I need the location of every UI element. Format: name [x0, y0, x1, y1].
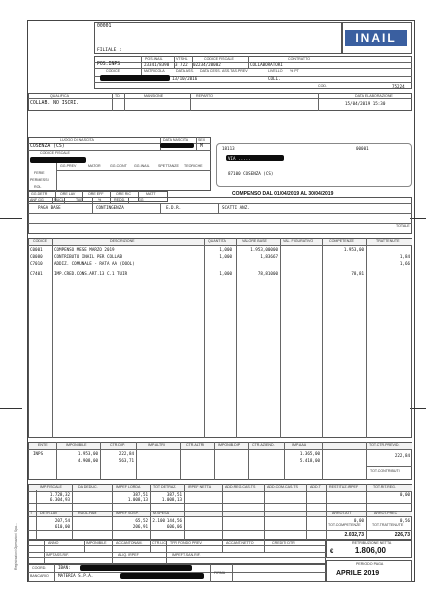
pos-inail-value: 23341/8390 — [144, 62, 170, 67]
col-gg-prev: GG.PREV — [60, 164, 77, 168]
voce-qty: 1,000 — [219, 254, 232, 259]
col-ente: ENTE — [38, 443, 48, 447]
voce-code: C7401 — [30, 271, 43, 276]
tot-contributi-label: TOT.CONTRIBUTI — [370, 469, 400, 473]
row-rol: ROL — [34, 185, 42, 189]
netto-value: 1.806,00 — [354, 546, 386, 555]
cod-value: 75224 — [392, 84, 405, 89]
col-data-cess: DATA CESS. — [200, 69, 221, 73]
sex-label: SEX — [198, 138, 206, 142]
redacted-datanasc — [160, 143, 194, 148]
arrot-att: 0,00 — [353, 518, 364, 523]
irpef-sosp-2: 206,91 — [132, 524, 148, 529]
col-add-t: ADD.T — [310, 485, 321, 489]
voce-code: C7010 — [30, 261, 43, 266]
filiale-value: POS.INPS — [97, 62, 121, 67]
col-add-com: ADD.COM.CAS.TS — [267, 485, 298, 489]
col-imponibile-tfr: IMPONIBILE — [86, 540, 107, 545]
voce-code: C0080 — [30, 254, 43, 259]
addr-code2: 00001 — [356, 146, 369, 151]
col-imponibile: IMPONIBILE — [66, 443, 87, 447]
voce-base: 1.953,00000 — [250, 247, 278, 252]
cod-label: COD. — [318, 84, 327, 88]
col-nucl: NUCL. — [54, 198, 65, 202]
col-trattenute: TRATTENUTE — [376, 239, 400, 243]
scatti-label: SCATTI ANZ. — [222, 205, 250, 210]
header-code-box — [94, 22, 342, 54]
redacted-banca — [120, 573, 204, 579]
contrib-imp: 4.908,00 — [77, 458, 98, 463]
col-arrot-prec: ARROT.PREC — [374, 511, 398, 515]
dataelab-label: DATA ELABORAZIONE — [355, 93, 393, 98]
col-irpef-netta: IRPEF NETTA — [188, 485, 212, 489]
imp-fiscale-2: 6.304,93 — [49, 497, 70, 502]
netto-label: RETRIBUZIONE NETTA — [352, 540, 392, 545]
col-teoriche: TEORICHE — [184, 164, 203, 168]
col-ctr-altri: CTR.ALTRI — [186, 443, 205, 447]
cf-company-value: 02234/20002 — [193, 62, 221, 67]
livello-value: COLL. — [268, 76, 281, 81]
tot-detraz-1: 387,51 — [166, 492, 182, 497]
voce-comp: 1.953,00 — [343, 247, 364, 252]
irpef-lorda-2: 1.008,13 — [127, 497, 148, 502]
arrot-prec: 0,56 — [399, 518, 410, 523]
col-aliq-irpef: ALIQ. IRPEF — [118, 552, 139, 557]
col-ore-ric: ORE RIC — [116, 192, 131, 196]
voce-desc: COMPENSO MESE MARZO 2019 — [54, 247, 115, 252]
col-crediti-dtr: CREDITI DTR — [272, 540, 295, 545]
col-tab: TAB — [76, 198, 83, 202]
voce-desc: CONTRIBUTO INAIL PER COLLAB — [54, 254, 123, 259]
voce-desc: IMP.CRED.CONS.ART.13 C.1 TUIR — [54, 271, 128, 276]
data-ass-value: 13/10/2016 — [172, 76, 198, 81]
col-detr-lav: DETR.LAV — [40, 511, 58, 515]
coord-label: COORD. — [32, 566, 47, 570]
col-imp-aaa: IMP.AAA — [292, 443, 307, 447]
col-irpef-lorda: IMPEF LORDA — [116, 485, 141, 489]
col-m-spesa: M.SPESA — [153, 511, 169, 515]
col-gg-detr: GG.DETR — [31, 192, 48, 196]
inail-logo: INAIL — [345, 30, 407, 46]
voce-tratt: 1,84 — [399, 254, 410, 259]
col-ore-lav: ORE LAV — [60, 192, 76, 196]
tot-comp-label: TOT.COMPETENZE — [328, 523, 361, 527]
col-codice-fiscale: CODICE FISCALE — [204, 57, 234, 61]
tot-detraz-2: 1.008,13 — [161, 497, 182, 502]
contrib-ente: INPS — [33, 451, 44, 456]
col-codice-voce: CODICE — [33, 239, 47, 243]
col-tot-rit-reg: TOT.RIT.REG. — [373, 485, 396, 489]
contrib-ctraz: 1.365,00 — [299, 451, 320, 456]
redacted-iban — [80, 565, 192, 571]
firma-label: FIRMA — [214, 571, 226, 575]
col-data-ass: DATA ASS. — [176, 69, 194, 73]
filiale-label: FILIALE : — [97, 48, 122, 53]
margin-mark — [410, 218, 426, 219]
col-t: T — [30, 511, 33, 515]
col-restituz: RESTITUZ.IRPEF — [329, 485, 359, 489]
col-ore-eff: ORE EFF — [88, 192, 104, 196]
coord-value: IBAN: — [58, 565, 71, 570]
col-ass-tas: ASS.TAS.PREV — [222, 69, 248, 73]
contingenza-label: CONTINGENZA — [96, 205, 124, 210]
col-spettanze: SPETTANZE — [158, 164, 179, 168]
col-tfr-fondo: TFR FONDO PREV. — [170, 540, 203, 545]
voce-desc: ADDIZ. COMUNALE - RATA AA (DOOL) — [54, 261, 135, 266]
col-matricola: MATRICOLA — [144, 69, 165, 73]
col-vtshl: VTSHL — [176, 57, 188, 61]
tot-rit-reg-1: 0,00 — [399, 492, 410, 497]
irpef-sosp-1: 65,52 — [135, 518, 148, 523]
contrib-imp: 1.953,00 — [77, 451, 98, 456]
margin-mark — [410, 408, 426, 409]
cf-label: CODICE FISCALE — [40, 151, 70, 155]
voce-code: C0001 — [30, 247, 43, 252]
detr-lav-1: 207,54 — [54, 518, 70, 523]
m-spesa-2: 144,56 — [166, 518, 182, 523]
netto-currency: € — [330, 549, 334, 555]
col-irpef-sosp: IMPEF SOSP. — [116, 511, 139, 515]
contrib-ctraz: 5.418,00 — [299, 458, 320, 463]
col-redd: REDD. — [114, 198, 126, 202]
detr-lav-2: 610,00 — [54, 524, 70, 529]
col-codice: CODICE — [106, 69, 120, 73]
col-mansione: MANSIONE — [144, 93, 164, 98]
col-imp-fiscale: IMP.FISCALE — [40, 485, 62, 489]
col-anf-gg: ANF GG — [30, 198, 44, 202]
voce-tratt: 1,66 — [399, 261, 410, 266]
col-imponib-dip: IMPONIB.DIP — [218, 443, 241, 447]
voce-qty: 1,000 — [219, 247, 232, 252]
dataelab-value: 15/04/2019 15:30 — [345, 101, 386, 106]
datanasc-label: DATA NASCITA — [163, 138, 189, 142]
col-accantonam: ACCANTONAM. — [116, 540, 143, 545]
col-anno: ANNO — [48, 540, 59, 545]
col-impeft-san: IMPEFT.SAN.RIF. — [172, 552, 201, 557]
voci-table — [28, 238, 412, 438]
header-code: 00001 — [97, 24, 112, 29]
tot-prev-value: 222,84 — [394, 453, 410, 458]
col-arrot-att: ARROT.ATT — [332, 511, 352, 515]
col-pos-inail: POS.INAIL — [145, 57, 163, 61]
col-pt: % PT — [290, 69, 299, 73]
imp-fiscale-1: 1.728,32 — [49, 492, 70, 497]
col-gg-cont: GG.CONT — [110, 164, 127, 168]
col-ctr-aziend: CTR.AZIEND. — [252, 443, 275, 447]
sex-value: M — [200, 144, 203, 149]
contratto-value: COLLABORATORI — [250, 62, 283, 67]
luogo-label: LUOGO DI NASCITA — [60, 138, 94, 142]
banca-label: BANCARIO — [30, 574, 49, 578]
voce-comp: 78,81 — [351, 271, 364, 276]
banca-value: MATERIA S.P.A. — [58, 573, 94, 578]
col-descrizione: DESCRIZIONE — [110, 239, 135, 243]
side-vertical-text: Registrazioni Operazioni Spa... — [14, 523, 18, 570]
col-quantita: QUANTITA — [208, 239, 226, 243]
voce-qty: 1,000 — [219, 271, 232, 276]
col-da-deduc: DA DEDUC. — [78, 485, 98, 489]
redacted-codice — [100, 75, 170, 81]
margin-mark — [0, 218, 22, 219]
addr-code: 18113 — [222, 146, 235, 151]
m-spesa-3: 606,06 — [166, 524, 182, 529]
edr-label: E.D.R. — [166, 205, 182, 210]
col-contratto: CONTRATTO — [288, 57, 311, 61]
col-gg-inail: GG.INAIL — [134, 164, 150, 168]
tot-tratt-label: TOT.TRATTENUTE — [372, 523, 404, 527]
col-tot-detraz: TOT DETRAZ. — [153, 485, 177, 489]
row-permessi: PERMESSI — [30, 178, 49, 182]
periodo-value: APRILE 2019 — [336, 570, 380, 577]
luogo-value: COSENZA (CS) — [30, 144, 65, 149]
addr-street: VIA ..... — [228, 156, 251, 161]
qualifica-value: COLLAB. NO ISCRI. — [30, 101, 80, 106]
tot-prev-label: TOT.CTR.PREVID. — [369, 443, 400, 447]
col-accant-netto: ACCANT.NETTO — [226, 540, 254, 545]
col-gg: GG — [138, 198, 144, 202]
period-label: COMPENSO DAL 01/04/2019 AL 30/04/2019 — [232, 191, 334, 197]
redacted-cf — [30, 157, 86, 163]
addr-city: 87100 COSENZA (CS) — [228, 171, 274, 176]
address-block — [216, 143, 412, 187]
col-ctr-dip: CTR.DIP. — [110, 443, 125, 447]
totale-label: TOTALE — [396, 224, 410, 228]
contrib-ctr: 222,84 — [118, 451, 134, 456]
col-imptass: IMPTASS.RIF. — [46, 552, 69, 557]
col-matt: MATT — [146, 192, 156, 196]
col-qualifica: QUALIFICA — [50, 93, 69, 98]
col-livello: LIVELLO — [268, 69, 283, 73]
tot-tratt-value: 226,73 — [394, 532, 410, 538]
col-imp-altri: IMP.ALTRI — [148, 443, 165, 447]
tot-comp-value: 2.032,73 — [344, 532, 364, 538]
m-spesa-1: 2.100 — [152, 518, 165, 523]
col-td: TD — [115, 93, 120, 98]
col-ruol-fam: RUOL.FAM — [78, 511, 97, 515]
col-pct: % — [98, 198, 102, 202]
paga-base-label: PAGA BASE — [38, 205, 61, 210]
vtshl-value: 3 722 — [175, 62, 188, 67]
irpef-lorda-1: 387,51 — [132, 492, 148, 497]
col-val-fig: VAL. FIGURATIVO — [283, 239, 314, 243]
row-ferie: FERIE — [34, 171, 45, 175]
col-ctr-lic: CTR.LIC. — [152, 540, 167, 545]
col-add-reg: ADD.REG.CAS.TS — [225, 485, 256, 489]
col-competenze: COMPETENZE — [329, 239, 354, 243]
col-reparto: REPARTO — [196, 93, 213, 98]
periodo-label: PERIODO PAGA — [356, 562, 384, 566]
voce-base: 78,81000 — [257, 271, 278, 276]
col-valore-base: VALORE BASE — [242, 239, 267, 243]
col-mator: MATOR — [88, 164, 101, 168]
voce-base: 1,83667 — [260, 254, 278, 259]
contrib-ctr: 563,71 — [118, 458, 134, 463]
